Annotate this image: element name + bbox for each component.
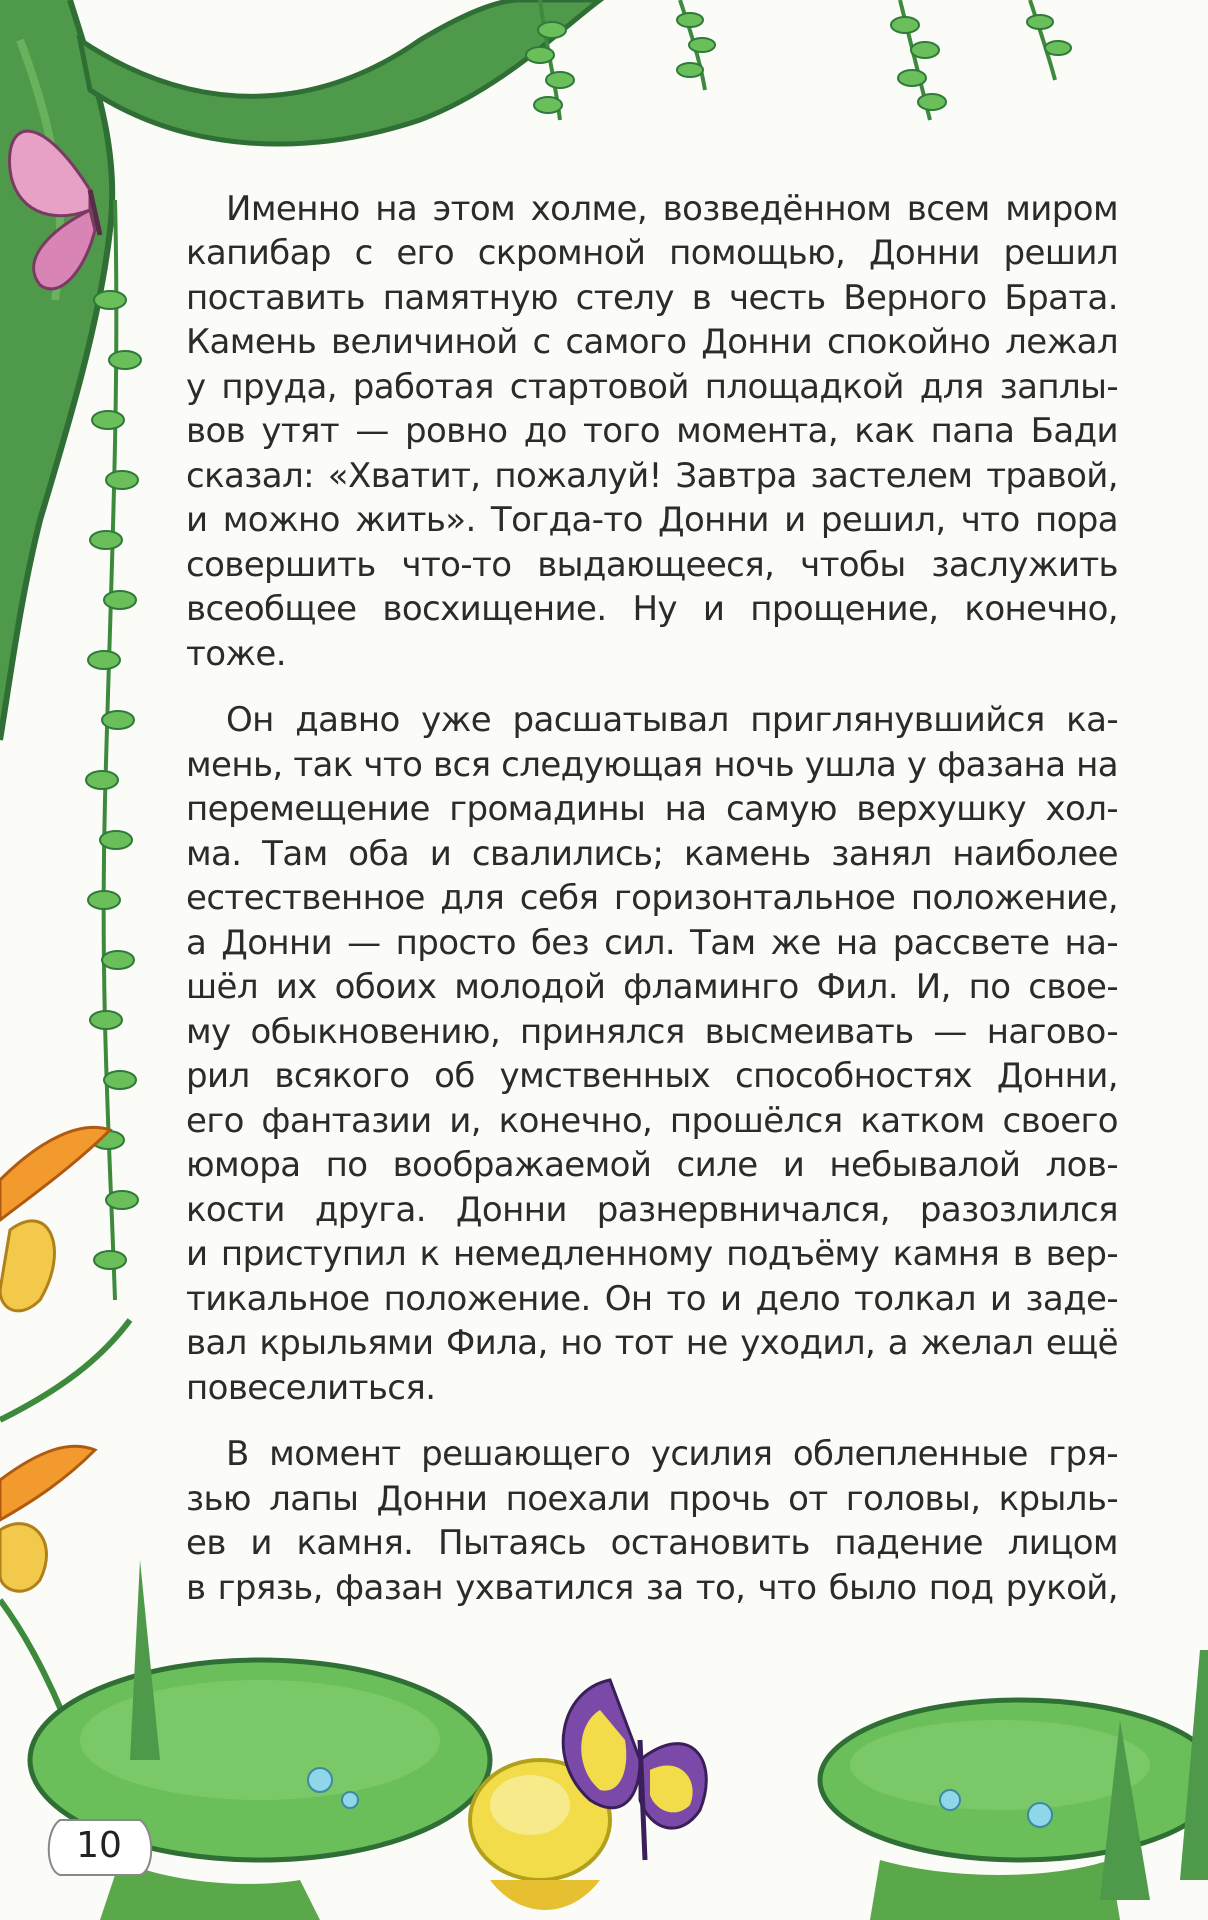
text-line: поставить памятную стелу в честь Верного Брата.: [186, 278, 1118, 318]
text-line: всеобщее восхищение. Ну и прощение, конечно,: [186, 589, 1118, 629]
text-line: му обыкновению, принялся высмеивать — наговo-: [186, 1012, 1118, 1052]
text-line: вал крыльями Фила, но тот не уходил, а желал ещё: [186, 1323, 1118, 1363]
text-line: тоже.: [186, 634, 286, 674]
text-line: юмора по воображаемой силе и небывалой лов-: [186, 1145, 1118, 1185]
text-line: Именно на этом холме, возведённом всем миром: [226, 189, 1118, 229]
text-line: ма. Там оба и свалились; камень занял наиболее: [186, 834, 1118, 874]
text-line: а Донни — просто без сил. Там же на рассвете на-: [186, 923, 1118, 963]
text-line: вов утят — ровно до того момента, как папа Бади: [186, 411, 1118, 451]
text-line: В момент решающего усилия облепленные гря-: [226, 1434, 1118, 1474]
text-line: тикальное положение. Он то и дело толкал и заде-: [186, 1279, 1118, 1319]
text-line: шёл их обоих молодой фламинго Фил. И, по свое-: [186, 967, 1118, 1007]
text-line: Камень величиной с самого Донни спокойно лежал: [186, 322, 1118, 362]
text-line: кости друга. Донни разнервничался, разозлился: [186, 1190, 1118, 1230]
text-line: зью лапы Донни поехали прочь от головы, крыль-: [186, 1479, 1118, 1519]
text-line: повеселиться.: [186, 1368, 436, 1408]
text-line: Он давно уже расшатывал приглянувшийся ка-: [226, 700, 1118, 740]
page-number: 10: [76, 1825, 122, 1866]
text-line: сказал: «Хватит, пожалуй! Завтра застелем травой,: [186, 456, 1118, 496]
text-line: мень, так что вся следующая ночь ушла у фазана на: [186, 745, 1118, 785]
text-line: у пруда, работая стартовой площадкой для заплы-: [186, 367, 1118, 407]
text-line: и приступил к немедленному подъёму камня в вер-: [186, 1234, 1118, 1274]
text-line: совершить что-то выдающееся, чтобы заслужить: [186, 545, 1118, 585]
text-line: ев и камня. Пытаясь остановить падение лицом: [186, 1523, 1118, 1563]
text-line: перемещение громадины на самую верхушку хол-: [186, 789, 1118, 829]
text-line: рил всякого об умственных способностях Донни,: [186, 1056, 1118, 1096]
text-line: и можно жить». Тогда-то Донни и решил, что пора: [186, 500, 1118, 540]
text-line: в грязь, фазан ухватился за то, что было под рукой,: [186, 1568, 1118, 1608]
text-line: капибар с его скромной помощью, Донни решил: [186, 233, 1118, 273]
text-line: его фантазии и, конечно, прошёлся катком своего: [186, 1101, 1118, 1141]
text-line: естественное для себя горизонтальное положение,: [186, 878, 1118, 918]
